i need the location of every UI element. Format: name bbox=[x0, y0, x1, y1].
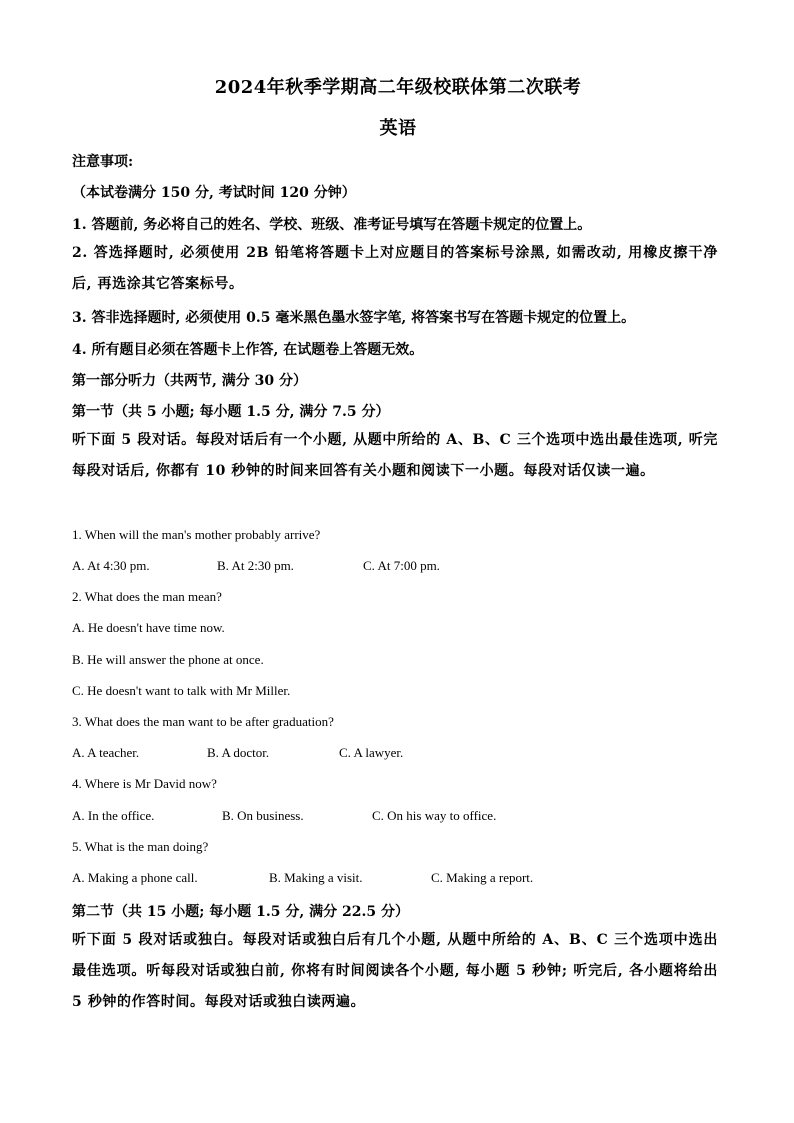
section1-heading: 第一节（共 5 小题; 每小题 1.5 分, 满分 7.5 分） bbox=[72, 404, 390, 420]
option-b: B. Making a visit. bbox=[269, 870, 363, 885]
option-a: A. He doesn't have time now. bbox=[72, 620, 225, 635]
part1-heading: 第一部分听力（共两节, 满分 30 分） bbox=[72, 373, 307, 389]
exam-title: 2024年秋季学期高二年级校联体第二次联考 bbox=[214, 77, 582, 98]
option-c: C. On his way to office. bbox=[372, 808, 497, 823]
question-options bbox=[72, 745, 672, 763]
subject-title: 英语 bbox=[379, 118, 417, 139]
notice-item: 1. 答题前, 务必将自己的姓名、学校、班级、准考证号填写在答题卡规定的位置上。 bbox=[72, 217, 592, 233]
option-b: B. At 2:30 pm. bbox=[217, 558, 294, 573]
notice-note: （本试卷满分 150 分, 考试时间 120 分钟） bbox=[72, 185, 356, 201]
question-options bbox=[72, 808, 672, 826]
section2-instructions: 听下面 5 段对话或独白。每段对话或独白后有几个小题, 从题中所给的 A、B、C 三个选项中选出最佳选项。听每段对话或独白前, 你将有时间阅读各个小题, 每小题 5 秒钟; 听完后, 各小题将给出 5 秒钟的作答时间。每段对话或独白读两遍。 bbox=[72, 932, 718, 1010]
option-c: C. Making a report. bbox=[431, 870, 534, 885]
question-stem: 4. Where is Mr David now? bbox=[72, 776, 217, 791]
notice-heading: 注意事项: bbox=[72, 154, 134, 170]
notice-item: 3. 答非选择题时, 必须使用 0.5 毫米黑色墨水签字笔, 将答案书写在答题卡规定的位置上。 bbox=[72, 310, 636, 326]
question-stem: 2. What does the man mean? bbox=[72, 589, 222, 604]
option-a: A. A teacher. bbox=[72, 745, 140, 760]
option-c: C. He doesn't want to talk with Mr Miller. bbox=[72, 683, 291, 698]
option-b: B. A doctor. bbox=[207, 745, 270, 760]
section1-instructions: 听下面 5 段对话。每段对话后有一个小题, 从题中所给的 A、B、C 三个选项中选出最佳选项, 听完每段对话后, 你都有 10 秒钟的时间来回答有关小题和阅读下一小题。每段对话仅读一遍。 bbox=[72, 432, 718, 479]
option-a: A. Making a phone call. bbox=[72, 870, 198, 885]
question-stem: 3. What does the man want to be after graduation? bbox=[72, 714, 334, 729]
notice-item: 2. 答选择题时, 必须使用 2B 铅笔将答题卡上对应题目的答案标号涂黑, 如需改动, 用橡皮擦干净后, 再选涂其它答案标号。 bbox=[72, 245, 718, 292]
option-b: B. He will answer the phone at once. bbox=[72, 652, 264, 667]
question-stem: 1. When will the man's mother probably arrive? bbox=[72, 527, 321, 542]
option-c: C. A lawyer. bbox=[339, 745, 404, 760]
option-b: B. On business. bbox=[222, 808, 304, 823]
question-options bbox=[72, 558, 672, 576]
section2-heading: 第二节（共 15 小题; 每小题 1.5 分, 满分 22.5 分） bbox=[72, 904, 409, 920]
question-stem: 5. What is the man doing? bbox=[72, 839, 209, 854]
option-a: A. In the office. bbox=[72, 808, 155, 823]
option-c: C. At 7:00 pm. bbox=[363, 558, 440, 573]
option-a: A. At 4:30 pm. bbox=[72, 558, 150, 573]
question-options bbox=[72, 870, 672, 888]
notice-item: 4. 所有题目必须在答题卡上作答, 在试题卷上答题无效。 bbox=[72, 342, 424, 358]
